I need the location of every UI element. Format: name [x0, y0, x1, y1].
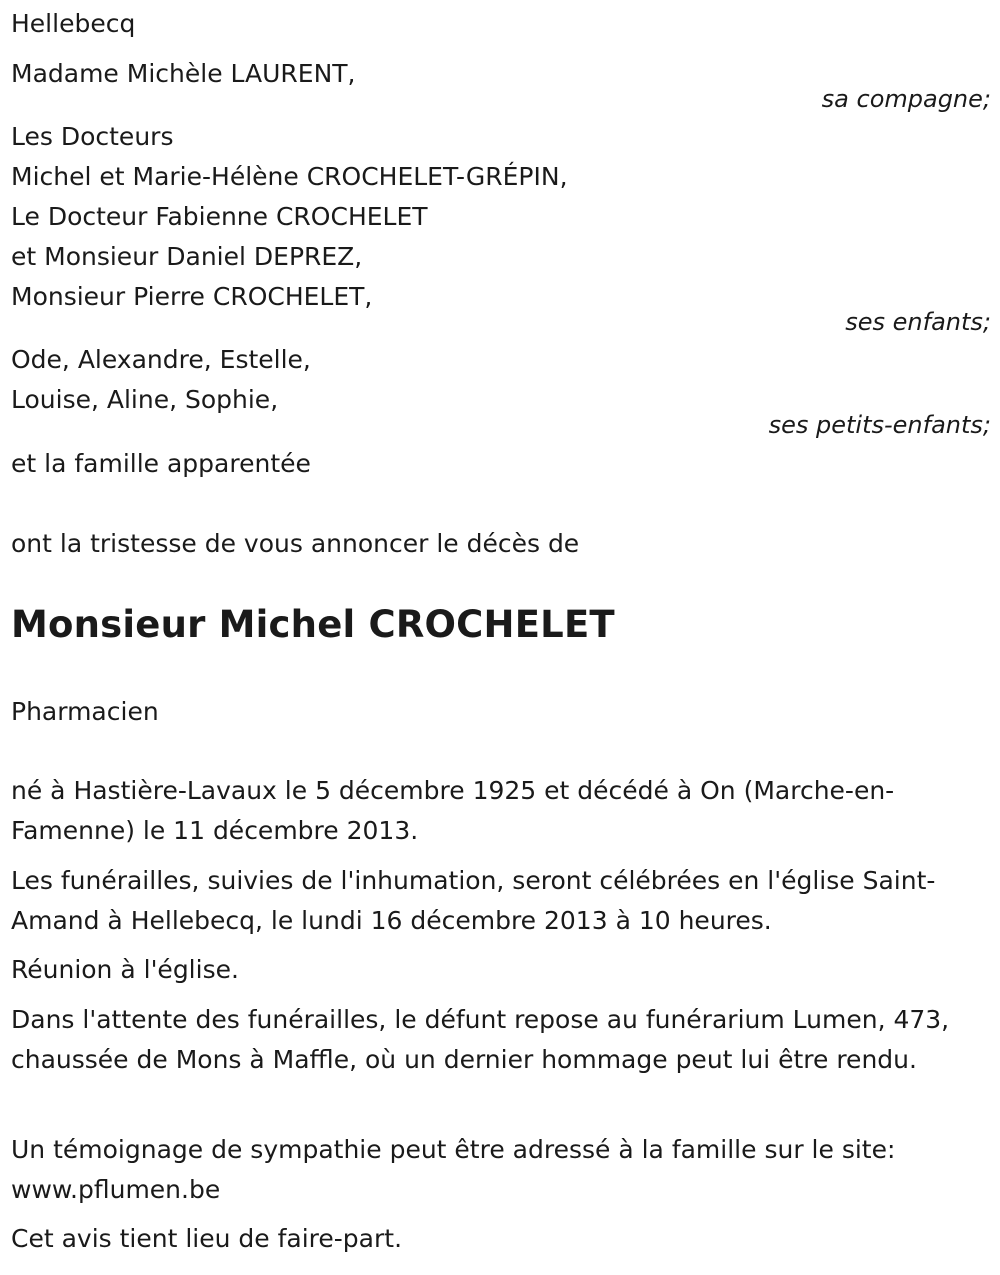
- rest-paragraph: Dans l'attente des funérailles, le défunt repose au funérarium Lumen, 473, chaussée de Mons à Maffle, où un dernier hommage peut lui être rendu.: [11, 1005, 950, 1074]
- birth-death-paragraph: né à Hastière-Lavaux le 5 décembre 1925 et décédé à On (Marche-en-Famenne) le 11 décembre 2013.: [11, 776, 895, 845]
- deceased-name: Monsieur Michel CROCHELET: [11, 603, 615, 646]
- closing-paragraph: Cet avis tient lieu de faire-part.: [11, 1224, 403, 1253]
- deceased-profession: Pharmacien: [11, 697, 159, 726]
- children-line: Le Docteur Fabienne CROCHELET: [11, 202, 428, 231]
- announcement-text: ont la tristesse de vous annoncer le décès de: [11, 529, 580, 558]
- grandchildren-line: Louise, Aline, Sophie,: [11, 385, 279, 414]
- grandchildren-line: Ode, Alexandre, Estelle,: [11, 345, 311, 374]
- children-role: ses enfants;: [845, 308, 991, 336]
- location-heading: Hellebecq: [11, 9, 136, 38]
- companion-name: Madame Michèle LAURENT,: [11, 59, 356, 88]
- children-line: Les Docteurs: [11, 122, 174, 151]
- children-line: Monsieur Pierre CROCHELET,: [11, 282, 373, 311]
- companion-role: sa compagne;: [821, 85, 991, 113]
- meeting-paragraph: Réunion à l'église.: [11, 955, 239, 984]
- children-line: et Monsieur Daniel DEPREZ,: [11, 242, 363, 271]
- extended-family: et la famille apparentée: [11, 449, 311, 478]
- children-line: Michel et Marie-Hélène CROCHELET-GRÉPIN,: [11, 162, 568, 191]
- sympathy-paragraph: Un témoignage de sympathie peut être adressé à la famille sur le site: www.pflumen.be: [11, 1135, 896, 1204]
- grandchildren-role: ses petits-enfants;: [768, 411, 991, 439]
- funeral-paragraph: Les funérailles, suivies de l'inhumation, seront célébrées en l'église Saint-Amand à Hellebecq, le lundi 16 décembre 2013 à 10 heures.: [11, 866, 936, 935]
